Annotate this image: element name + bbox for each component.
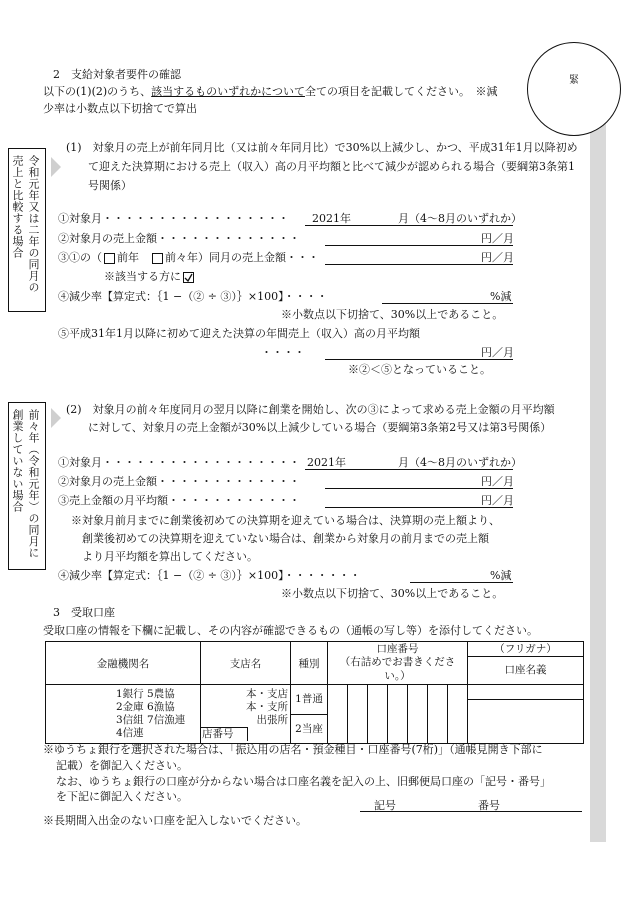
bank-account-table	[45, 641, 584, 744]
part2-item4-unit: %減	[490, 569, 512, 582]
checkbox-two-years-prior[interactable]	[152, 253, 163, 264]
checkbox-prev-year[interactable]	[104, 253, 115, 264]
section3-note3: なお、ゆうちょ銀行の口座が分からない場合は口座名義を記入の上、旧郵便局口座の「記号・番号」	[56, 775, 551, 788]
part1-item1-month: 月（4〜8月のいずれか）	[398, 212, 522, 225]
part2-side-label	[8, 402, 46, 570]
part1-item4-label: ④減少率【算定式：｛1 −（② ÷ ③）｝×100】・・・・	[58, 290, 328, 303]
part1-item5-unit: 円／月	[481, 346, 514, 359]
header-bank-name: 金融機関名	[46, 642, 201, 685]
part2-item3-field[interactable]	[325, 507, 513, 508]
part1-item4-field[interactable]	[382, 303, 513, 304]
part1-item1-year: 2021年	[312, 212, 351, 225]
part1-item1-label: ①対象月・・・・・・・・・・・・・・・・・	[58, 212, 289, 225]
intro-text-a: 以下の(1)(2)のうち、	[43, 85, 152, 98]
part2-item1-field[interactable]	[305, 469, 513, 470]
part2-item4-note: ※小数点以下切捨て、30%以上であること。	[281, 587, 504, 600]
branch-options[interactable]	[201, 685, 291, 744]
type-opt-checking[interactable]: 2当座	[295, 723, 323, 735]
part1-item4-unit: %減	[490, 290, 512, 303]
branch-opt-3[interactable]: 出張所	[256, 713, 288, 726]
part1-item5-field[interactable]	[325, 359, 513, 360]
branch-opt-2[interactable]: 本・支所	[246, 700, 288, 713]
part1-item5-dots: ・・・・	[261, 346, 305, 359]
account-digit-3[interactable]	[368, 685, 388, 744]
part2-item2-label: ②対象月の売上金額・・・・・・・・・・・・・	[58, 475, 300, 488]
part1-para3: 号関係）	[88, 179, 132, 192]
item3-text-c: 前々年）同月の売上金額・・・	[165, 251, 319, 264]
part1-item1-field[interactable]	[305, 225, 513, 226]
part1-arrow-icon	[51, 157, 61, 177]
bank-type-options[interactable]	[46, 685, 201, 744]
header-account-number-line3: い。）	[384, 669, 411, 682]
part1-side-label-col1: 売上と比較する場合	[11, 155, 24, 259]
account-holder-furigana-field[interactable]	[468, 685, 583, 700]
part1-item3-unit: 円／月	[481, 251, 514, 264]
part1-item2-unit: 円／月	[481, 232, 514, 245]
part2-item4-label: ④減少率【算定式：｛1 −（② ÷ ③）｝×100】・・・・・・・	[58, 569, 361, 582]
item3-text-a: ③①の（	[58, 251, 102, 264]
section3-note1: ※ゆうちょ銀行を選択された場合は、「振込用の店名・預金種目・口座番号(7桁)」（通帳見開き下部に	[43, 743, 543, 756]
part2-item1-label: ①対象月・・・・・・・・・・・・・・・・・・	[58, 456, 300, 469]
header-furigana: （フリガナ）	[468, 642, 583, 657]
account-digit-1[interactable]	[328, 685, 348, 744]
intro-text-underlined: 該当するものいずれかについて	[151, 85, 305, 98]
part2-item3-label: ③売上金額の月平均額・・・・・・・・・・・・	[58, 494, 300, 507]
account-holder-cell[interactable]	[468, 685, 584, 744]
part2-item1-year: 2021年	[307, 456, 346, 469]
part1-item3-field[interactable]	[325, 264, 513, 265]
branch-number-label: 店番号	[200, 727, 248, 741]
part1-para1: (1) 対象月の売上が前年同月比（又は前々年同月比）で30%以上減少し、かつ、平成31年1月以降初め	[66, 141, 578, 154]
right-margin-bar	[590, 104, 606, 842]
bango-label: 番号	[478, 799, 500, 812]
account-digit-6[interactable]	[428, 685, 448, 744]
bank-opt-4[interactable]: 4信連	[116, 727, 144, 739]
section2-intro-line2: 少率は小数点以下切捨てで算出	[43, 102, 197, 115]
account-digit-2[interactable]	[348, 685, 368, 744]
header-holder: 口座名義	[504, 664, 547, 676]
part1-item5-note: ※②＜⑤となっていること。	[348, 363, 491, 376]
branch-opt-1[interactable]: 本・支店	[246, 687, 288, 700]
part2-note2: 創業後初めての決算期を迎えていない場合は、創業から対象月の前月までの売上額	[82, 532, 489, 545]
item3-note-text: ※該当する方に	[104, 270, 181, 283]
part2-side-label-col1: 創業していない場合	[11, 409, 24, 513]
account-digit-4[interactable]	[388, 685, 408, 744]
kigo-label: 記号	[374, 799, 396, 812]
header-branch-name: 支店名	[201, 642, 291, 685]
part2-item2-field[interactable]	[325, 488, 513, 489]
bank-opt-3[interactable]: 3信組 7信漁連	[116, 714, 186, 726]
account-holder-field[interactable]	[468, 700, 583, 743]
section3-heading: 3 受取口座	[53, 606, 115, 619]
checkmark-icon	[183, 272, 194, 283]
part1-item3-label	[58, 252, 319, 264]
section2-heading: 2 支給対象者要件の確認	[53, 68, 181, 81]
section3-note2: 記載）を御記入ください。	[56, 759, 188, 772]
intro-text-c: 全ての項目を記載してください。 ※減	[304, 85, 498, 98]
item3-text-b: 前年	[117, 251, 150, 264]
urgent-stamp-label: 緊	[569, 75, 579, 86]
type-opt-regular[interactable]: 1普通	[291, 685, 327, 715]
part1-item5-label: ⑤平成31年1月以降に初めて迎えた決算の年間売上（収入）高の月平均額	[58, 327, 420, 340]
header-account-number-line2: （右詰めでお書きくださ	[339, 656, 456, 669]
header-account-number-line1: 口座番号	[376, 643, 419, 656]
part1-item2-label: ②対象月の売上金額・・・・・・・・・・・・・	[58, 232, 300, 245]
part1-item4-note: ※小数点以下切捨て、30%以上であること。	[281, 308, 504, 321]
part2-item2-unit: 円／月	[481, 475, 514, 488]
header-account-type: 種別	[291, 642, 328, 685]
section3-note4: を下記に御記入ください。	[56, 790, 188, 803]
header-account-number	[328, 642, 468, 685]
part2-para1: (2) 対象月の前々年度同月の翌月以降に創業を開始し、次の③によって求める売上金額の月平均額	[66, 403, 555, 416]
part2-para2: に対して、対象月の売上金額が30%以上減少している場合（要綱第3条第2号又は第3号関係）	[88, 421, 552, 434]
part1-item3-note	[104, 271, 196, 283]
kigo-bango-field[interactable]	[360, 811, 582, 812]
account-digit-7[interactable]	[448, 685, 468, 744]
part2-item3-unit: 円／月	[481, 494, 514, 507]
section3-intro: 受取口座の情報を下欄に記載し、その内容が確認できるもの（通帳の写し等）を添付してください。	[43, 624, 538, 637]
account-type-options[interactable]	[291, 685, 328, 744]
part2-item1-month: 月（4〜8月のいずれか）	[398, 456, 522, 469]
section2-intro-line1	[43, 86, 497, 97]
part2-note1: ※対象月前月までに創業後初めての決算期を迎えている場合は、決算期の売上額より、	[71, 514, 500, 527]
part1-side-label-col2: 令和元年又は二年の同月の	[27, 155, 40, 293]
bank-opt-1[interactable]: 1銀行 5農協	[116, 688, 175, 700]
part2-arrow-icon	[51, 408, 61, 428]
urgent-stamp	[527, 42, 621, 136]
part2-note3: より月平均額を算出してください。	[82, 550, 258, 563]
header-holder-cell	[468, 642, 584, 685]
section3-note5: ※長期間入出金のない口座を記入しないでください。	[43, 814, 307, 827]
account-digit-5[interactable]	[408, 685, 428, 744]
part2-side-label-col2: 前々年（令和元年）の同月に	[27, 409, 40, 559]
part2-item4-field[interactable]	[410, 582, 513, 583]
bank-opt-2[interactable]: 2金庫 6漁協	[116, 701, 175, 713]
part1-item2-field[interactable]	[325, 245, 513, 246]
part1-side-label	[8, 148, 46, 312]
part1-para2: て迎えた決算期における売上（収入）高の月平均額と比べて減少が認められる場合（要綱第3条第1	[88, 160, 575, 173]
